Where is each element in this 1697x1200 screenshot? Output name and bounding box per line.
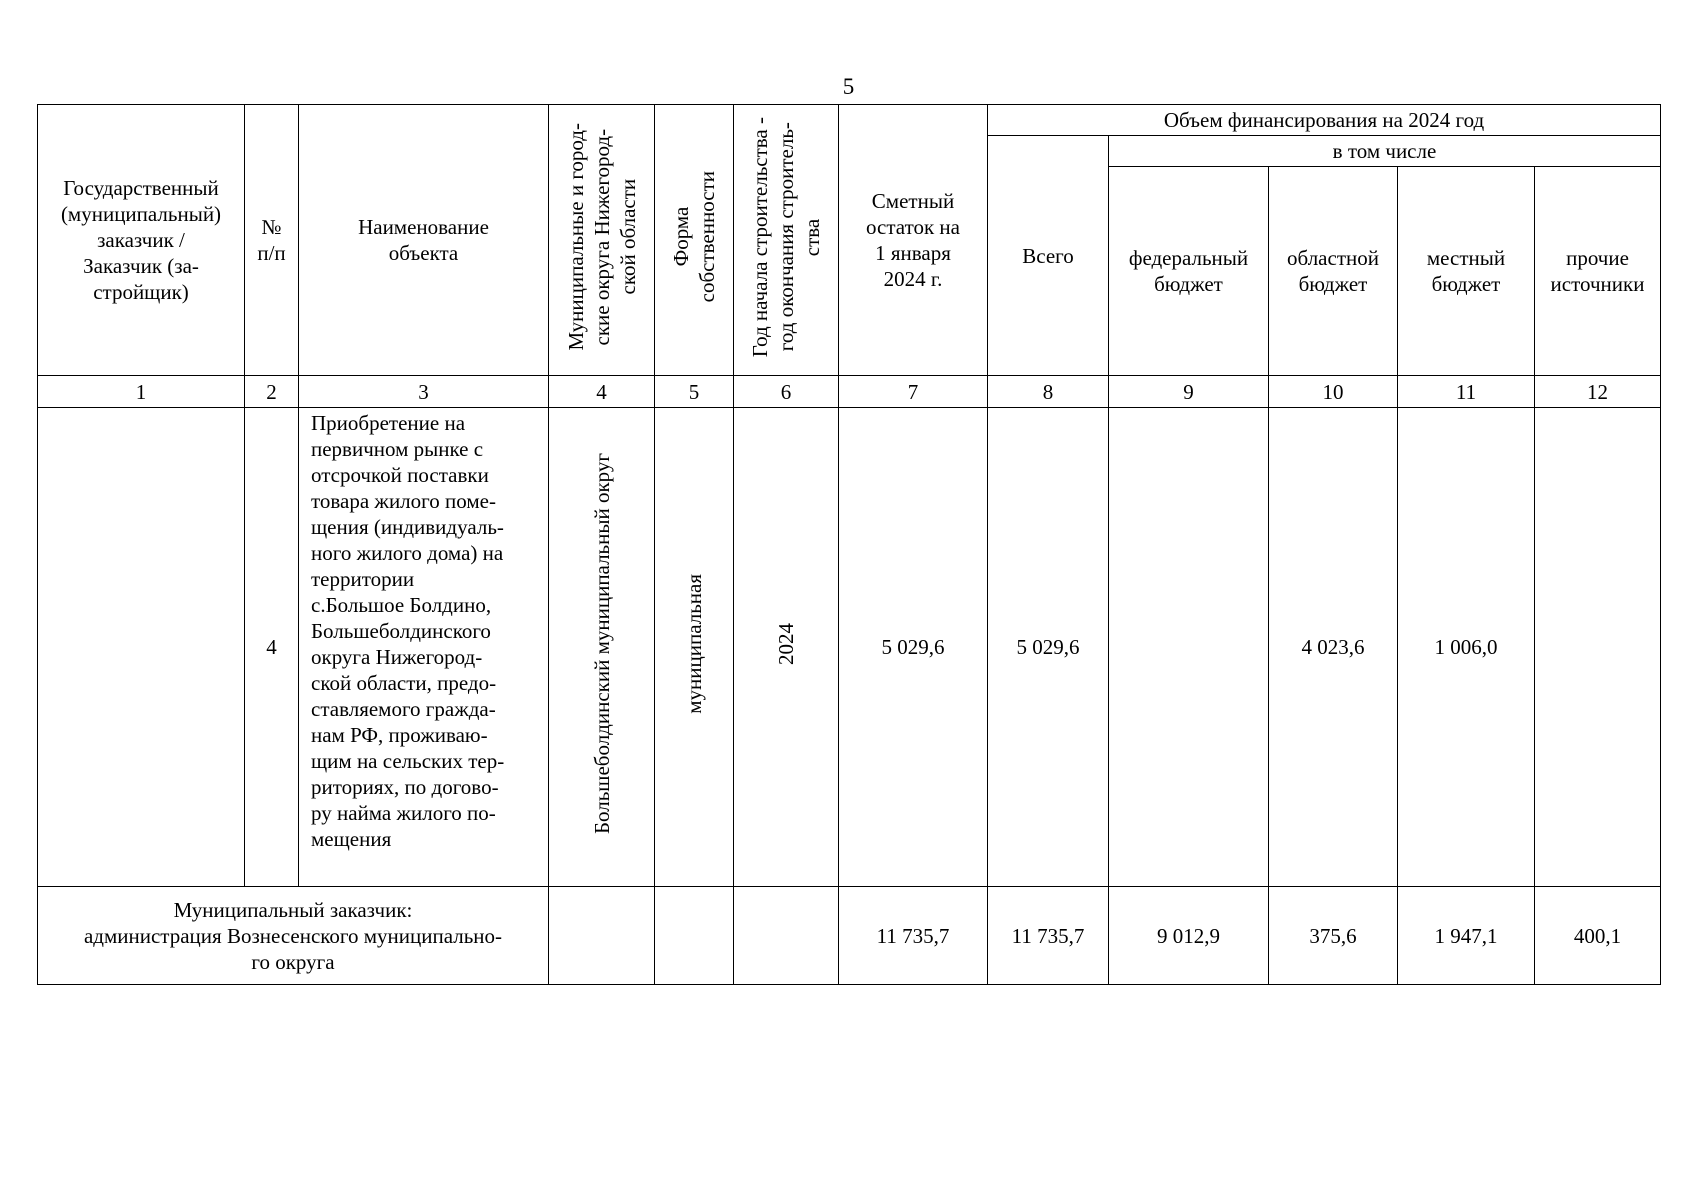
header-line: ства — [800, 218, 824, 256]
cell-local: 1 006,0 — [1398, 408, 1535, 887]
cell-year — [734, 408, 839, 887]
header-financing-group: Объем финансирования на 2024 год — [988, 105, 1661, 136]
header-customer — [38, 105, 245, 376]
object-line: товара жилого поме- — [311, 489, 496, 513]
column-number: 2 — [245, 376, 299, 408]
header-customer-line: стройщик) — [93, 280, 189, 304]
header-line: 2024 г. — [883, 267, 943, 291]
column-number: 3 — [299, 376, 549, 408]
header-line: бюджет — [1154, 272, 1223, 296]
header-line: местный — [1426, 246, 1506, 270]
object-line: первичном рынке с — [311, 437, 484, 461]
summary-label-line: Муниципальный заказчик: — [173, 897, 413, 922]
header-ownership — [655, 105, 734, 376]
header-line: источники — [1550, 272, 1645, 296]
cell-other — [1535, 408, 1661, 887]
header-line: прочие — [1566, 246, 1629, 270]
ownership-text: муниципальная — [682, 574, 706, 714]
header-line: Муниципальные и город- — [563, 123, 588, 351]
district-text: Большеболдинский муниципальный округ — [589, 453, 614, 835]
header-customer-line: Заказчик (за- — [83, 254, 199, 278]
header-federal — [1109, 167, 1269, 376]
object-line: ставляемого гражда- — [311, 697, 496, 721]
header-line: ской области — [615, 179, 640, 295]
summary-label — [38, 887, 549, 985]
column-number: 9 — [1109, 376, 1269, 408]
header-customer-line: Государственный — [63, 176, 219, 200]
header-municipal-district — [549, 105, 655, 376]
object-line: ской области, предо- — [311, 671, 497, 695]
header-regional — [1269, 167, 1398, 376]
object-line: округа Нижегород- — [311, 645, 483, 669]
column-number: 1 — [38, 376, 245, 408]
header-other — [1535, 167, 1661, 376]
summary-label-line: администрация Вознесенского муниципально- — [83, 923, 503, 948]
cell-estimate-balance: 5 029,6 — [839, 408, 988, 887]
column-number: 10 — [1269, 376, 1398, 408]
object-line: отсрочкой поставки — [311, 463, 489, 487]
object-line: Большеболдинского — [311, 619, 491, 643]
cell-federal — [1109, 408, 1269, 887]
summary-other: 400,1 — [1535, 887, 1661, 985]
column-number: 6 — [734, 376, 839, 408]
object-line: территории — [311, 567, 415, 591]
header-line: областной — [1287, 246, 1379, 270]
object-line: нам РФ, проживаю- — [311, 723, 488, 747]
cell-row-no: 4 — [245, 408, 299, 887]
cell-district — [549, 408, 655, 887]
header-object-name-line: объекта — [388, 241, 459, 265]
header-customer-line: (муниципальный) — [60, 202, 222, 226]
header-row-no-line: № — [261, 215, 282, 239]
table-row — [38, 408, 1661, 887]
summary-district — [549, 887, 655, 985]
header-line: федеральный — [1128, 246, 1249, 270]
header-total: Всего — [988, 136, 1109, 376]
summary-ownership — [655, 887, 734, 985]
header-object-name-line: Наименование — [358, 215, 489, 239]
object-line: щим на сельских тер- — [311, 749, 505, 773]
summary-total: 11 735,7 — [988, 887, 1109, 985]
header-object-name — [299, 105, 549, 376]
cell-ownership — [655, 408, 734, 887]
header-line: Форма — [669, 207, 693, 267]
header-line: год окончания строитель- — [774, 122, 798, 352]
header-line: 1 января — [875, 241, 951, 265]
header-estimate-balance — [839, 105, 988, 376]
header-ownership-text — [668, 171, 720, 302]
header-row-no-line: п/п — [257, 241, 286, 265]
header-line: собственности — [695, 171, 719, 303]
column-number: 7 — [839, 376, 988, 408]
cell-customer — [38, 408, 245, 887]
header-line: бюджет — [1431, 272, 1501, 296]
object-line: мещения — [311, 827, 392, 851]
header-line: ские округа Нижегород- — [589, 128, 614, 346]
summary-label-line: го округа — [251, 949, 335, 974]
object-line: риториях, по догово- — [311, 775, 499, 799]
header-local — [1398, 167, 1535, 376]
header-line: бюджет — [1298, 272, 1368, 296]
financing-table — [37, 104, 1661, 985]
summary-federal: 9 012,9 — [1109, 887, 1269, 985]
header-line: остаток на — [866, 215, 960, 239]
column-number: 5 — [655, 376, 734, 408]
column-number-row — [38, 376, 1661, 408]
object-line: щения (индивидуаль- — [311, 515, 504, 539]
page-number: 5 — [842, 74, 855, 99]
summary-local: 1 947,1 — [1398, 887, 1535, 985]
cell-regional: 4 023,6 — [1269, 408, 1398, 887]
summary-regional: 375,6 — [1269, 887, 1398, 985]
column-number: 4 — [549, 376, 655, 408]
column-number: 12 — [1535, 376, 1661, 408]
header-construction-years — [734, 105, 839, 376]
header-customer-line: заказчик / — [97, 228, 185, 252]
header-municipal-district-text — [563, 123, 641, 350]
header-row-no — [245, 105, 299, 376]
header-including: в том числе — [1109, 136, 1661, 167]
object-line: ру найма жилого по- — [311, 801, 496, 825]
header-line: Год начала строительства - — [748, 116, 772, 358]
object-line: с.Большое Болдино, — [311, 593, 492, 617]
object-line: ного жилого дома) на — [311, 541, 504, 565]
summary-row — [38, 887, 1661, 985]
column-number: 11 — [1398, 376, 1535, 408]
summary-year — [734, 887, 839, 985]
header-line: Сметный — [871, 189, 955, 213]
summary-estimate-balance: 11 735,7 — [839, 887, 988, 985]
cell-total: 5 029,6 — [988, 408, 1109, 887]
object-line: Приобретение на — [311, 411, 466, 435]
header-construction-years-text — [747, 117, 825, 357]
cell-object-name — [299, 408, 549, 887]
year-text: 2024 — [774, 623, 798, 665]
column-number: 8 — [988, 376, 1109, 408]
